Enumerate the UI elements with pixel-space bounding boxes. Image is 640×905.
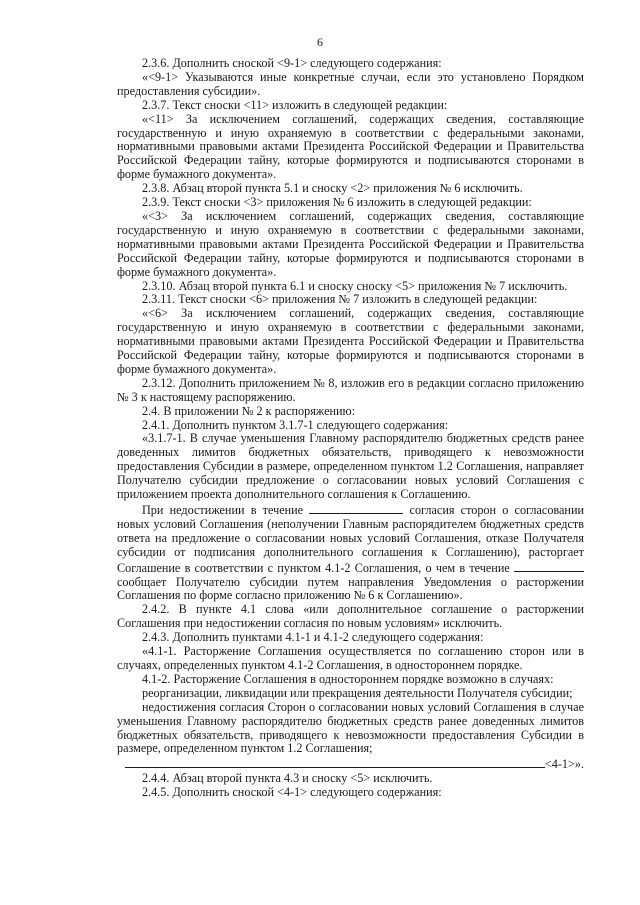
paragraph: 2.3.10. Абзац второй пункта 6.1 и сноску сноску <5> приложения № 7 исключить. <box>142 278 568 293</box>
paragraph: 4.1-2. Расторжение Соглашения в одностороннем порядке возможно в случаях: <box>142 671 554 686</box>
text-fragment: При недостижении в течение <box>142 503 304 517</box>
blank-line <box>514 560 584 572</box>
paragraph-with-blanks <box>117 502 584 603</box>
paragraph: 2.4.4. Абзац второй пункта 4.3 и сноску <5> исключить. <box>142 771 433 786</box>
paragraph: 2.3.7. Текст сноски <11> изложить в следующей редакции: <box>142 97 448 112</box>
blank-line <box>309 502 403 514</box>
page-number: 6 <box>317 35 323 49</box>
text-fragment: сообщает Получателю субсидии путем направления Уведомления о расторжении Соглашения по форме согласно приложению № 6 к Соглашению». <box>117 574 584 603</box>
text-fragment: <4-1>». <box>544 757 584 772</box>
paragraph: недостижения согласия Сторон о согласовании новых условий Соглашения в случае уменьшения Главному распорядителю бюджетных средств ранее доведенных лимитов бюджетных обязательств, приводящего к невозможности предоставления Субсидии в размере, определенном пунктом 1.2 Соглашения; <box>117 699 584 756</box>
blank-line <box>125 756 545 768</box>
paragraph: 2.4.5. Дополнить сноской <4-1> следующего содержания: <box>142 785 442 800</box>
paragraph: 2.3.11. Текст сноски <6> приложения № 7 изложить в следующей редакции: <box>142 292 538 307</box>
paragraph: «<3> За исключением соглашений, содержащих сведения, составляющие государственную и иную охраняемую в соответствии с федеральными законами, нормативными правовыми актами Президента Российской Федерации и Правительства Российской Федерации тайну, которые формируются и подписываются сторонами в форме бумажного документа». <box>117 208 584 279</box>
paragraph: 2.4.1. Дополнить пунктом 3.1.7-1 следующего содержания: <box>142 417 449 432</box>
paragraph: 2.3.12. Дополнить приложением № 8, изложив его в редакции согласно приложению № 3 к настоящему распоряжению. <box>117 375 584 404</box>
paragraph: «<6> За исключением соглашений, содержащих сведения, составляющие государственную и иную охраняемую в соответствии с федеральными законами, нормативными правовыми актами Президента Российской Федерации и Правительства Российской Федерации тайну, которые формируются и подписываются сторонами в форме бумажного документа». <box>117 306 584 376</box>
footnote-reference-line <box>117 756 584 772</box>
paragraph: «4.1-1. Расторжение Соглашения осуществляется по соглашению сторон или в случаях, определенных пунктом 4.1-2 Соглашения, в одностороннем порядке. <box>117 644 584 672</box>
paragraph: «<9-1> Указываются иные конкретные случаи, если это установлено Порядком предоставления субсидии». <box>117 69 584 98</box>
paragraph: «3.1.7-1. В случае уменьшения Главному распорядителю бюджетных средств ранее доведенных лимитов бюджетных обязательств, приводящего к невозможности предоставления Субсидии в размере, определенном пунктом 1.2 Соглашения, направляет Получателю субсидии предложение о согласовании новых условий Соглашения с приложением проекта дополнительного соглашения к Соглашению. <box>117 431 584 502</box>
paragraph: 2.4. В приложении № 2 к распоряжению: <box>142 403 356 418</box>
paragraph: 2.3.6. Дополнить сноской <9-1> следующего содержания: <box>142 56 442 70</box>
text-fragment: согласия сторон о согласовании новых условий Соглашения (неполучении Главным распорядителем бюджетных средств ответа на предложение о согласовании новых условий Соглашения, отказе Получателя субсидии от подписания дополнительного соглашения к Соглашению), расторгает Соглашение в соответствии с пунктом 4.1-2 Соглашения, о чем в течение <box>117 503 584 575</box>
paragraph: «<11> За исключением соглашений, содержащих сведения, составляющие государственную и иную охраняемую в соответствии с федеральными законами, нормативными правовыми актами Президента Российской Федерации и Правительства Российской Федерации тайну, которые формируются и подписываются сторонами в форме бумажного документа». <box>117 111 584 182</box>
paragraph: 2.4.2. В пункте 4.1 слова «или дополнительное соглашение о расторжении Соглашения при недостижении согласия по новым условиям» исключить. <box>117 602 584 631</box>
document-body <box>117 57 584 800</box>
paragraph: 2.3.8. Абзац второй пункта 5.1 и сноску <2> приложения № 6 исключить. <box>142 181 523 196</box>
paragraph: 2.3.9. Текст сноски <3> приложения № 6 изложить в следующей редакции: <box>142 195 532 210</box>
paragraph: реорганизации, ликвидации или прекращения деятельности Получателя субсидии; <box>142 685 573 700</box>
paragraph: 2.4.3. Дополнить пунктами 4.1-1 и 4.1-2 следующего содержания: <box>142 630 484 645</box>
